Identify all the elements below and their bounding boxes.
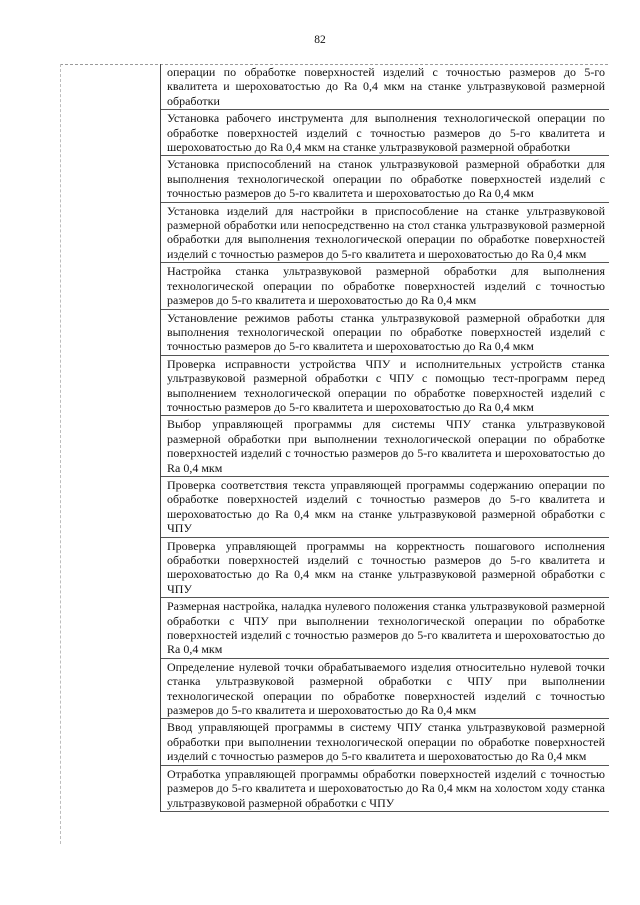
table-row: Установка рабочего инструмента для выполнения технологической операции по обработке поверхностей изделий с точностью размеров до 5-го квалитета и шероховатостью до Ra 0,4 мкм на станке ультразвуковой размерной обработки [161, 110, 609, 156]
table-row: Настройка станка ультразвуковой размерной обработки для выполнения технологической операции по обработке поверхностей изделий с точностью размеров до 5-го квалитета и шероховатостью до Ra 0,4 мкм [161, 263, 609, 309]
table-left-column [60, 64, 161, 844]
table-row: Установление режимов работы станка ультразвуковой размерной обработки для выполнения технологической операции по обработке поверхностей изделий с точностью размеров до 5-го квалитета и шероховатостью до Ra 0,4 мкм [161, 310, 609, 356]
page-number: 82 [314, 34, 326, 46]
table-row: Определение нулевой точки обрабатываемого изделия относительно нулевой точки станка ультразвуковой размерной обработки с ЧПУ при выполнении технологической операции по обработке поверхностей изделий с точностью размеров до 5-го квалитета и шероховатостью до Ra 0,4 мкм [161, 659, 609, 720]
table-row: Проверка соответствия текста управляющей программы содержанию операции по обработке поверхностей изделий с точностью размеров до 5-го квалитета и шероховатостью до Ra 0,4 мкм на станке ультразвуковой размерной обработки с ЧПУ [161, 477, 609, 538]
table-row: Проверка управляющей программы на корректность пошагового исполнения обработки поверхностей изделий с точностью размеров до 5-го квалитета и шероховатостью до Ra 0,4 мкм на станке ультразвуковой размерной обработки с ЧПУ [161, 538, 609, 599]
table-row: Установка изделий для настройки в приспособление на станке ультразвуковой размерной обработки или непосредственно на стол станка ультразвуковой размерной обработки для выполнения технологической операции по обработке поверхностей изделий с точностью размеров до 5-го квалитета и шероховатостью до Ra 0,4 мкм [161, 203, 609, 264]
table-row: Ввод управляющей программы в систему ЧПУ станка ультразвуковой размерной обработки при выполнении технологической операции по обработке поверхностей изделий с точностью размеров до 5-го квалитета и шероховатостью до Ra 0,4 мкм [161, 719, 609, 765]
table-row: Установка приспособлений на станок ультразвуковой размерной обработки для выполнения технологической операции по обработке поверхностей изделий с точностью размеров до 5-го квалитета и шероховатостью до Ra 0,4 мкм [161, 156, 609, 202]
table-row: Проверка исправности устройства ЧПУ и исполнительных устройств станка ультразвуковой размерной обработки с ЧПУ с помощью тест-программ перед выполнением технологической операции по обработке поверхностей изделий с точностью размеров до 5-го квалитета и шероховатостью до Ra 0,4 мкм [161, 356, 609, 417]
table-row: операции по обработке поверхностей изделий с точностью размеров до 5-го квалитета и шероховатостью до Ra 0,4 мкм на станке ультразвуковой размерной обработки [161, 64, 609, 110]
table-right-column [160, 64, 609, 812]
table-row: Выбор управляющей программы для системы ЧПУ станка ультразвуковой размерной обработки при выполнении технологической операции по обработке поверхностей изделий с точностью размеров до 5-го квалитета и шероховатостью до Ra 0,4 мкм [161, 416, 609, 477]
table-row: Отработка управляющей программы обработки поверхностей изделий с точностью размеров до 5-го квалитета и шероховатостью до Ra 0,4 мкм на холостом ходу станка ультразвуковой размерной обработки с ЧПУ [161, 766, 609, 812]
table-row: Размерная настройка, наладка нулевого положения станка ультразвуковой размерной обработки с ЧПУ при выполнении технологической операции по обработке поверхностей изделий с точностью размеров до 5-го квалитета и шероховатостью до Ra 0,4 мкм [161, 598, 609, 659]
